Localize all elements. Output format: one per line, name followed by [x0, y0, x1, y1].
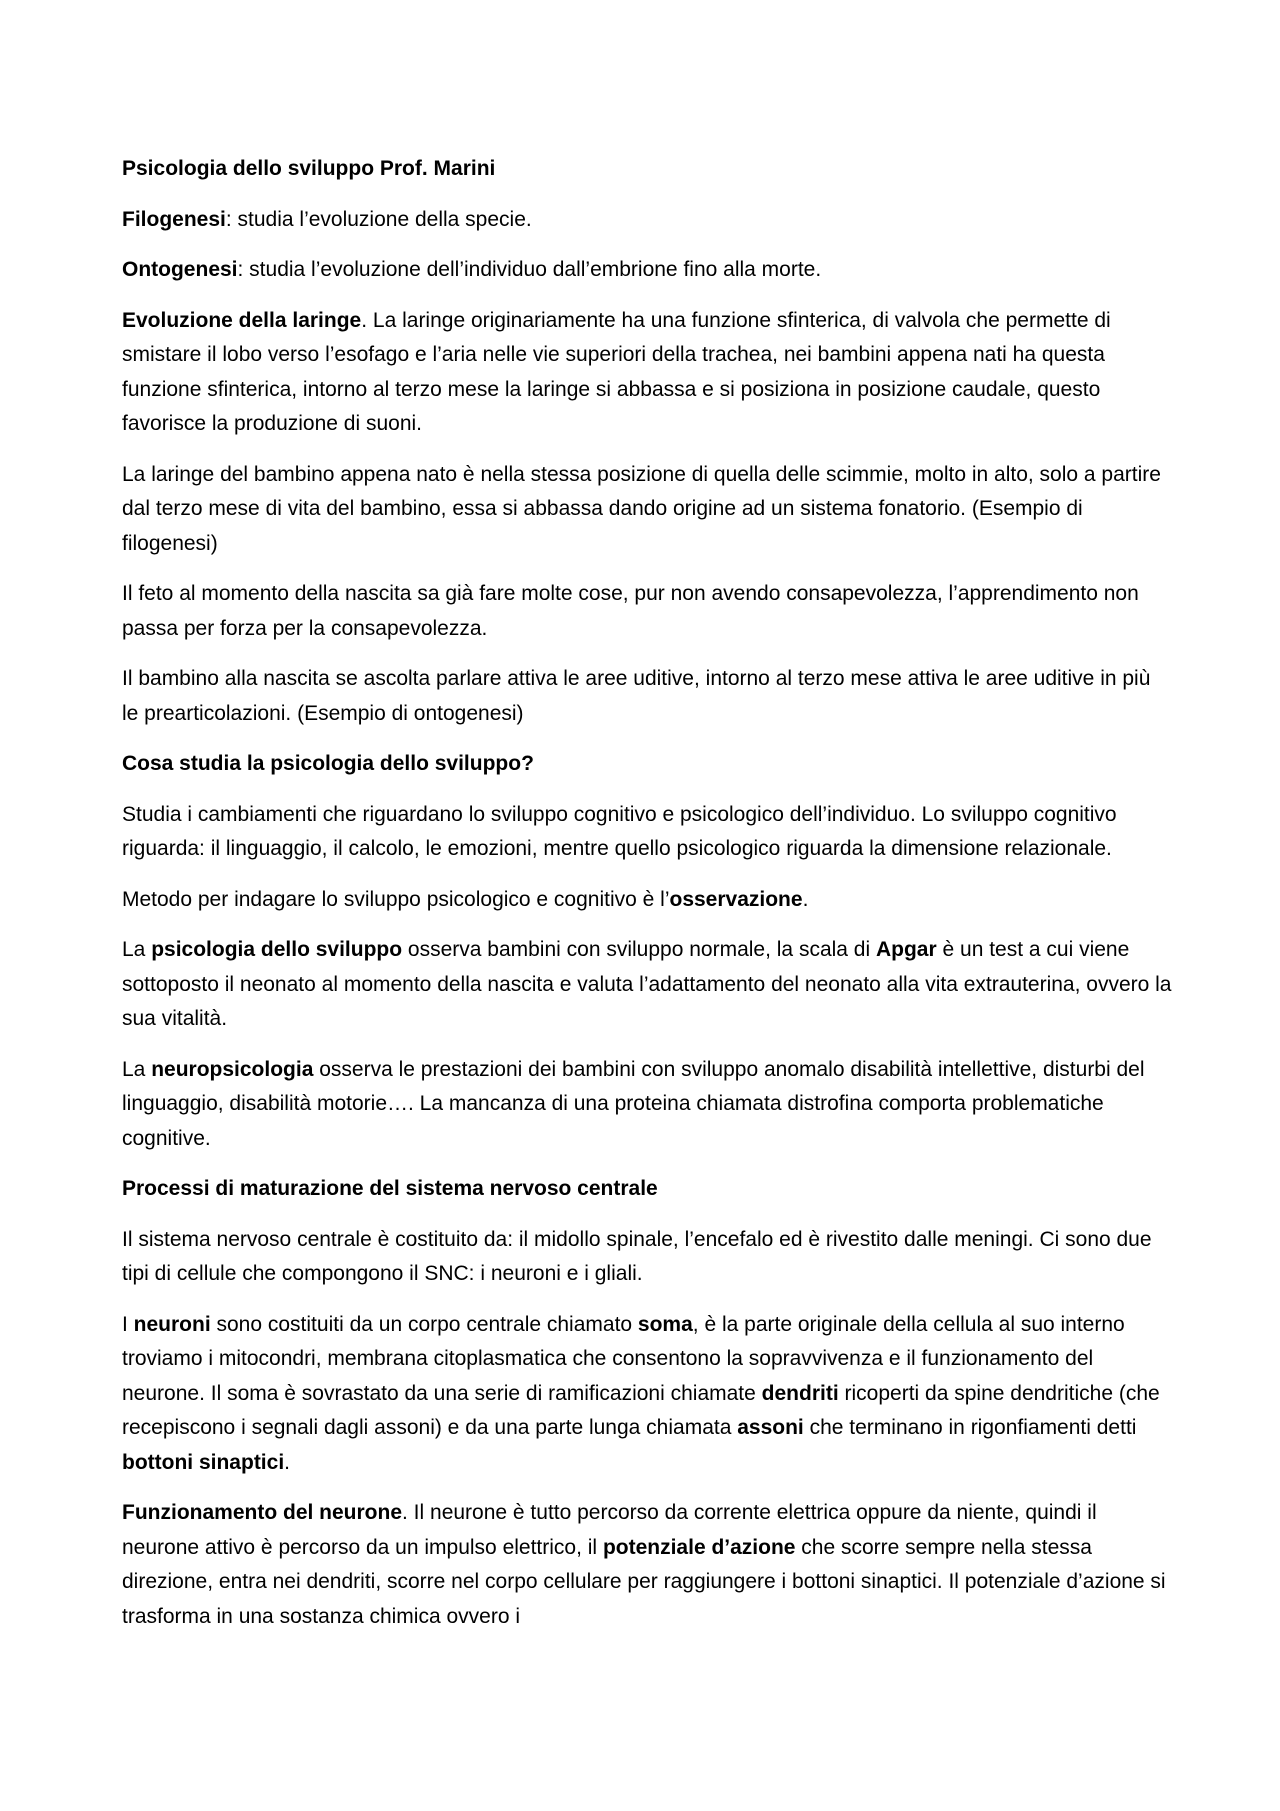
term-bottoni-sinaptici: bottoni sinaptici [122, 1450, 285, 1474]
term-evoluzione-laringe: Evoluzione della laringe [122, 308, 362, 332]
document-page [122, 152, 1172, 1650]
paragraph-evoluzione-laringe: Evoluzione della laringe. La laringe originariamente ha una funzione sfinterica, di valvola che permette di smistare il lobo verso l’esofago e l’aria nelle vie superiori della trachea, nei bambini appena nati ha questa funzione sfinterica, intorno al terzo mese la laringe si abbassa e si posiziona in posizione caudale, questo favorisce la produzione di suoni. [122, 308, 1111, 435]
term-osservazione: osservazione [669, 887, 803, 911]
term-funzionamento-neurone: Funzionamento del neurone [122, 1501, 403, 1524]
paragraph-bambino-nascita: Il bambino alla nascita se ascolta parlare attiva le aree uditive, intorno al terzo mese attiva le aree uditive in più le prearticolazioni. (Esempio di ontogenesi) [122, 667, 1151, 725]
term-psicologia-sviluppo: psicologia dello sviluppo [151, 938, 403, 961]
term-assoni: assoni [737, 1416, 804, 1439]
heading-processi-maturazione: Processi di maturazione del sistema nervoso centrale [122, 1177, 658, 1200]
paragraph-studia-cambiamenti: Studia i cambiamenti che riguardano lo sviluppo cognitivo e psicologico dell’individuo. Lo sviluppo cognitivo riguarda: il linguaggio, il calcolo, le emozioni, mentre quello psicologico riguarda la dimensione relazionale. [122, 802, 1117, 860]
paragraph-neuroni: I neuroni sono costituiti da un corpo centrale chiamato soma, è la parte originale della cellula al suo interno troviamo i mitocondri, membrana citoplasmatica che consentono la sopravvivenza e il funzionamento del neurone. Il soma è sovrastato da una serie di ramificazioni chiamate dendriti ricoperti da spine dendritiche (che recepiscono i segnali dagli assoni) e da una parte lunga chiamata assoni che terminano in rigonfiamenti detti bottoni sinaptici. [122, 1312, 1160, 1474]
paragraph-feto: Il feto al momento della nascita sa già fare molte cose, pur non avendo consapevolezza, l’apprendimento non passa per forza per la consapevolezza. [122, 582, 1139, 640]
term-ontogenesi: Ontogenesi [122, 258, 238, 281]
term-neuropsicologia: neuropsicologia [151, 1057, 314, 1081]
paragraph-metodo: Metodo per indagare lo sviluppo psicologico e cognitivo è l’osservazione. [122, 887, 809, 911]
term-filogenesi: Filogenesi [122, 207, 226, 231]
term-neuroni: neuroni [133, 1312, 211, 1336]
paragraph-snc: Il sistema nervoso centrale è costituito da: il midollo spinale, l’encefalo ed è rivestito dalle meningi. Ci sono due tipi di cellule che compongono il SNC: i neuroni e i gliali. [122, 1227, 1152, 1285]
paragraph-laringe-bambino: La laringe del bambino appena nato è nella stessa posizione di quella delle scimmie, molto in alto, solo a partire dal terzo mese di vita del bambino, essa si abbassa dando origine ad un sistema fonatorio. (Esempio di filogenesi) [122, 462, 1161, 555]
paragraph-filogenesi: Filogenesi: studia l’evoluzione della specie. [122, 207, 532, 231]
term-soma: soma [637, 1312, 693, 1336]
term-potenziale-azione: potenziale d’azione [602, 1535, 796, 1559]
paragraph-ontogenesi: Ontogenesi: studia l’evoluzione dell’individuo dall’embrione fino alla morte. [122, 258, 822, 281]
term-apgar: Apgar [875, 938, 937, 961]
paragraph-psicologia-sviluppo: La psicologia dello sviluppo osserva bambini con sviluppo normale, la scala di Apgar è un test a cui viene sottoposto il neonato al momento della nascita e valuta l’adattamento del neonato alla vita extrauterina, ovvero la sua vitalità. [122, 938, 1172, 1030]
paragraph-neuropsicologia: La neuropsicologia osserva le prestazioni dei bambini con sviluppo anomalo disabilità intellettive, disturbi del linguaggio, disabilità motorie…. La mancanza di una proteina chiamata distrofina comporta problematiche cognitive. [122, 1057, 1145, 1150]
document-title: Psicologia dello sviluppo Prof. Marini [122, 157, 496, 180]
term-dendriti: dendriti [761, 1381, 839, 1405]
paragraph-funzionamento-neurone: Funzionamento del neurone. Il neurone è tutto percorso da corrente elettrica oppure da niente, quindi il neurone attivo è percorso da un impulso elettrico, il potenziale d’azione che scorre sempre nella stessa direzione, entra nei dendriti, scorre nel corpo cellulare per raggiungere i bottoni sinaptici. Il potenziale d’azione si trasforma in una sostanza chimica ovvero i [122, 1501, 1166, 1628]
heading-cosa-studia: Cosa studia la psicologia dello sviluppo? [122, 752, 534, 775]
